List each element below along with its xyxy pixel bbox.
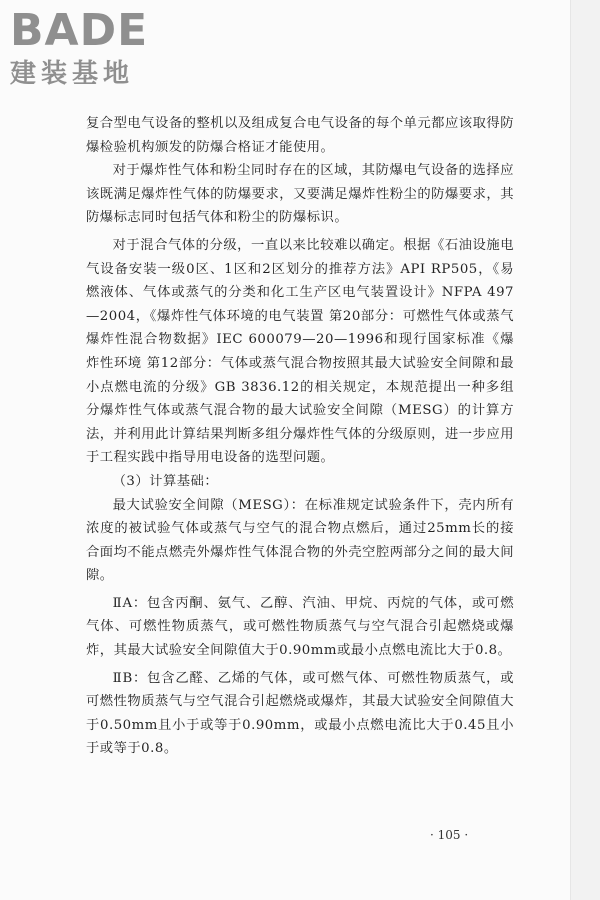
paragraph: 对于混合气体的分级，一直以来比较难以确定。根据《石油设施电气设备安装一级0区、1区和2区划分的推荐方法》API RP505，《易燃液体、气体或蒸气的分类和化工生产区电气装置设计》NFPA 497—2004，《爆炸性气体环境的电气装置 第20部分：可燃性气体或蒸气爆炸性混合物数据》IEC 600079—20—1996和现行国家标准《爆炸性环境 第12部分：气体或蒸气混合物按照其最大试验安全间隙和最小点燃电流的分级》GB 3836.12的相关规定，本规范提出一种多组分爆炸性气体或蒸气混合物的最大试验安全间隙（MESG）的计算方法，并利用此计算结果判断多组分爆炸性气体的分级原则，进一步应用于工程实践中指导用电设备的选型问题。	[86, 237, 514, 466]
page-edge	[570, 0, 600, 900]
paragraph: ⅡB：包含乙醛、乙烯的气体，或可燃气体、可燃性物质蒸气，或可燃性物质蒸气与空气混合引起燃烧或爆炸，其最大试验安全间隙值大于0.50mm且小于或等于0.90mm，或最小点燃电流比大于0.45且小于或等于0.8。	[86, 670, 514, 757]
section-heading: （3）计算基础：	[112, 473, 219, 489]
paragraph: ⅡA：包含丙酮、氨气、乙醇、汽油、甲烷、丙烷的气体，或可燃气体、可燃性物质蒸气，或可燃性物质蒸气与空气混合引起燃烧或爆炸，其最大试验安全间隙值大于0.90mm或最小点燃电流比大于0.8。	[86, 595, 514, 659]
brand-logo	[10, 6, 180, 96]
paragraph: 对于爆炸性气体和粉尘同时存在的区域，其防爆电气设备的选择应该既满足爆炸性气体的防爆要求，又要满足爆炸性粉尘的防爆要求，其防爆标志同时包括气体和粉尘的防爆标识。	[86, 163, 514, 226]
page-number: · 105 ·	[430, 828, 469, 842]
logo-wordmark: BADE	[10, 5, 149, 56]
paragraph: 复合型电气设备的整机以及组成复合电气设备的每个单元都应该取得防爆检验机构颁发的防爆合格证才能使用。	[86, 116, 514, 155]
paragraph: 最大试验安全间隙（MESG）：在标准规定试验条件下，壳内所有浓度的被试验气体或蒸气与空气的混合物点燃后，通过25mm长的接合面均不能点燃壳外爆炸性气体混合物的外壳空腔两部分之间的最大间隙。	[86, 497, 514, 584]
body-text	[86, 112, 514, 761]
logo-subtitle: 建装基地	[10, 59, 135, 89]
